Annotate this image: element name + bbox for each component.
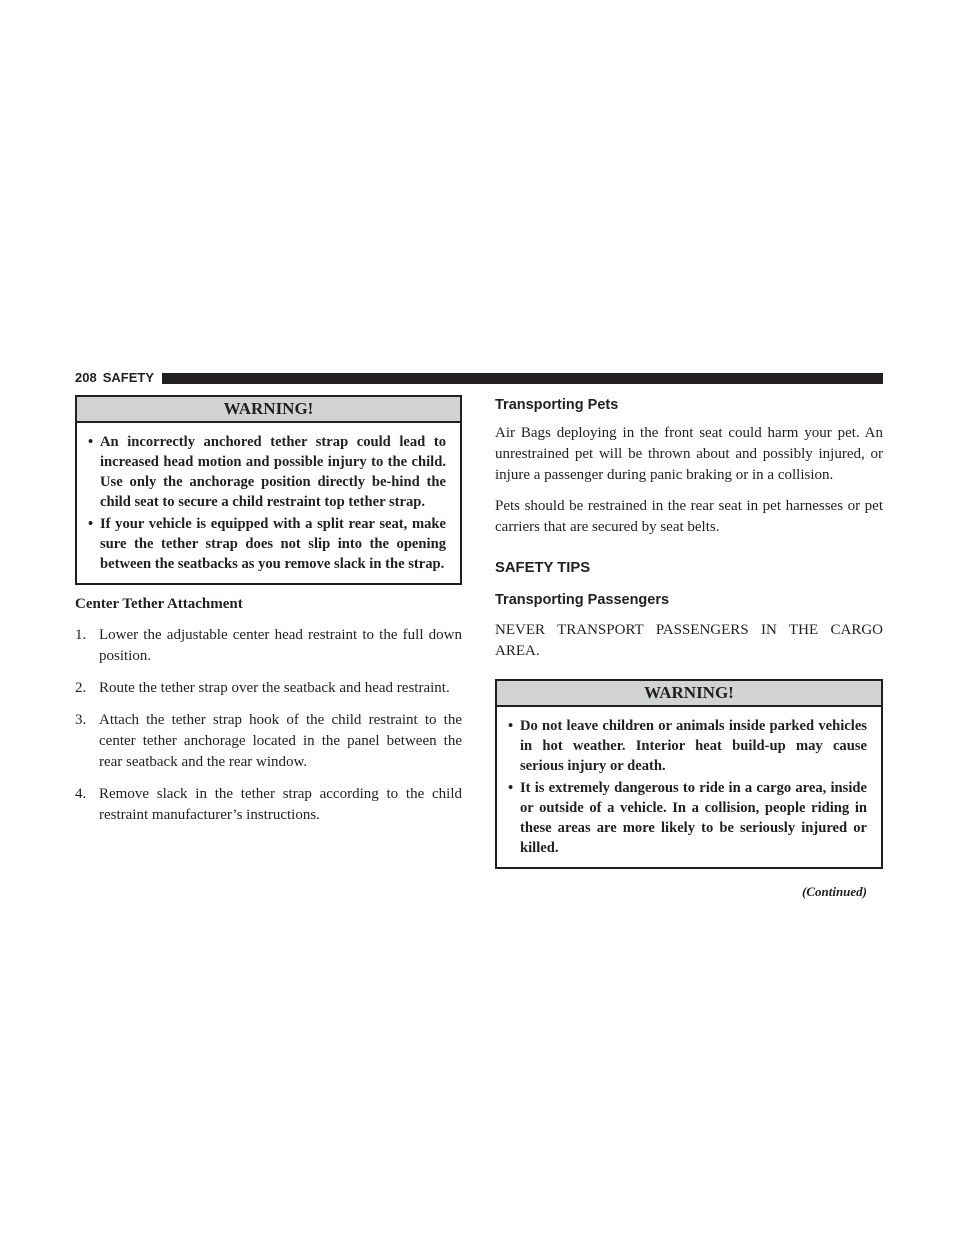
bullet-icon: •	[88, 516, 94, 532]
warning-item	[88, 432, 446, 512]
pets-restraint-paragraph: Pets should be restrained in the rear seat in pet harnesses or pet carriers that are secured by seat belts.	[495, 498, 883, 535]
step-number: 1.	[75, 627, 87, 643]
warning-list	[77, 423, 460, 583]
center-tether-heading: Center Tether Attachment	[75, 596, 243, 612]
right-column	[495, 395, 883, 901]
safety-tips-heading: SAFETY TIPS	[495, 560, 591, 576]
step-number: 3.	[75, 712, 87, 728]
step-item	[75, 710, 462, 773]
bullet-icon: •	[88, 434, 94, 450]
step-item	[75, 625, 462, 667]
step-number: 2.	[75, 680, 87, 696]
warning-title: WARNING!	[77, 397, 460, 423]
warning-item-text: If your vehicle is equipped with a split rear seat, make sure the tether strap does not slip into the opening between the seatbacks as you remove slack in the strap.	[100, 516, 446, 572]
continued-note: (Continued)	[801, 884, 867, 899]
cargo-area-paragraph: NEVER TRANSPORT PASSENGERS IN THE CARGO AREA.	[495, 622, 883, 659]
step-text: Remove slack in the tether strap according to the child restraint manufacturer’s instructions.	[99, 786, 462, 823]
step-item	[75, 784, 462, 826]
warning-item-text: It is extremely dangerous to ride in a cargo area, inside or outside of a vehicle. In a collision, people riding in these areas are more likely to be seriously injured or killed.	[520, 780, 867, 856]
bullet-icon: •	[508, 718, 514, 734]
warning-title: WARNING!	[497, 681, 881, 707]
transporting-passengers-heading: Transporting Passengers	[495, 592, 670, 608]
warning-item	[88, 514, 446, 574]
step-text: Lower the adjustable center head restraint to the full down position.	[99, 627, 462, 664]
page-header	[75, 370, 883, 386]
warning-item-text: Do not leave children or animals inside parked vehicles in hot weather. Interior heat build-up may cause serious injury or death.	[520, 718, 867, 774]
step-text: Attach the tether strap hook of the child restraint to the center tether anchorage located in the panel between the rear seatback and the rear window.	[99, 712, 462, 770]
header-rule	[162, 373, 883, 384]
warning-item-text: An incorrectly anchored tether strap could lead to increased head motion and possible injury to the child. Use only the anchorage position directly be-hind the child seat to secure a child restraint top tether strap.	[100, 434, 446, 510]
pets-paragraph: Air Bags deploying in the front seat could harm your pet. An unrestrained pet will be thrown about and possibly injured, or injure a passenger during panic braking or in a collision.	[495, 425, 883, 483]
step-text: Route the tether strap over the seatback and head restraint.	[99, 680, 450, 696]
section-name: SAFETY	[102, 370, 154, 385]
warning-list	[497, 707, 881, 867]
warning-item	[508, 778, 867, 858]
step-number: 4.	[75, 786, 87, 802]
warning-item	[508, 716, 867, 776]
passengers-warning-box	[495, 679, 883, 869]
bullet-icon: •	[508, 780, 514, 796]
page-number: 208	[75, 370, 97, 385]
transporting-pets-heading: Transporting Pets	[495, 397, 619, 413]
tether-warning-box	[75, 395, 462, 585]
step-item	[75, 678, 462, 699]
left-column	[75, 395, 462, 837]
tether-steps	[75, 625, 462, 826]
